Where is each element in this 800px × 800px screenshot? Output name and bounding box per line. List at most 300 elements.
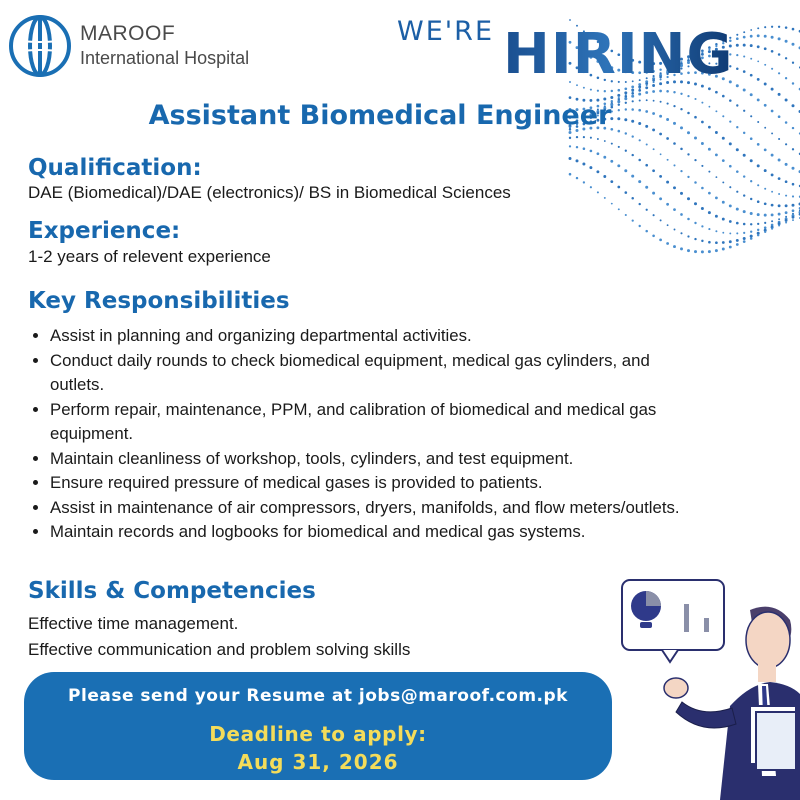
- wave-dot: [673, 245, 676, 248]
- wave-dot: [708, 148, 711, 151]
- wave-dot: [596, 170, 599, 173]
- wave-dot: [757, 143, 760, 146]
- wave-dot: [722, 232, 724, 234]
- wave-dot: [618, 208, 620, 210]
- wave-dot: [792, 104, 795, 107]
- wave-dot: [638, 159, 641, 162]
- wave-dot: [583, 181, 585, 183]
- wave-dot: [785, 121, 788, 124]
- wave-dot: [764, 104, 767, 107]
- wave-dot: [785, 216, 787, 218]
- wave-dot: [792, 148, 794, 150]
- wave-dot: [590, 186, 592, 188]
- wave-dot: [659, 197, 662, 200]
- wave-dot: [743, 132, 745, 134]
- wave-dot: [639, 139, 641, 141]
- wave-dot: [694, 202, 697, 205]
- wave-dot: [736, 208, 739, 211]
- wave-dot: [590, 137, 592, 139]
- wave-dot: [743, 44, 746, 47]
- wave-dot: [673, 186, 676, 189]
- wave-dot: [757, 78, 760, 81]
- wave-dot: [757, 223, 759, 225]
- wave-dot: [659, 133, 662, 136]
- wave-dot: [631, 197, 634, 200]
- wave-dot: [757, 45, 760, 48]
- wave-dot: [673, 208, 676, 211]
- wave-dot: [617, 164, 620, 167]
- wave-dot: [625, 214, 627, 216]
- wave-dot: [687, 95, 689, 97]
- wave-dot: [771, 88, 774, 91]
- wave-dot: [715, 197, 718, 200]
- wave-dot: [750, 231, 752, 233]
- wave-dot: [680, 247, 683, 250]
- wave-dot: [645, 230, 648, 233]
- wave-dot: [680, 148, 683, 151]
- wave-dot: [625, 191, 628, 194]
- wave-dot: [639, 225, 641, 227]
- wave-dot: [792, 183, 795, 186]
- wave-dot: [687, 131, 690, 134]
- wave-dot: [583, 87, 585, 89]
- wave-dot: [722, 201, 725, 204]
- wave-dot: [625, 132, 627, 134]
- wave-dot: [785, 143, 787, 145]
- wave-dot: [646, 143, 648, 145]
- wave-dot: [785, 40, 788, 43]
- wave-dot: [771, 154, 774, 157]
- wave-dot: [757, 164, 760, 167]
- wave-dot: [590, 150, 593, 153]
- wave-dot: [569, 131, 572, 134]
- wave-dot: [778, 26, 780, 28]
- wave-dot: [743, 70, 746, 73]
- wave-dot: [569, 157, 572, 160]
- wave-dot: [778, 177, 781, 180]
- wave-dot: [687, 176, 689, 178]
- qualification-heading: Qualification:: [28, 155, 202, 181]
- wave-dot: [771, 132, 773, 134]
- wave-dot: [750, 29, 752, 31]
- wave-dot: [603, 156, 606, 159]
- wave-dot: [645, 91, 648, 94]
- wave-dot: [708, 228, 710, 230]
- wave-dot: [771, 204, 774, 207]
- wave-dot: [687, 249, 690, 252]
- wave-dot: [673, 142, 676, 145]
- wave-dot: [750, 93, 753, 96]
- wave-dot: [583, 136, 585, 138]
- brand-block: [80, 22, 249, 69]
- list-item: • Assist in planning and organizing departmental activities.: [50, 324, 690, 349]
- wave-dot: [631, 95, 634, 98]
- wave-dot: [771, 26, 773, 28]
- wave-dot: [743, 194, 745, 196]
- wave-dot: [645, 164, 648, 167]
- list-item: • Assist in maintenance of air compressors, dryers, manifolds, and flow meters/outlets.: [50, 496, 690, 521]
- wave-dot: [617, 94, 620, 97]
- wave-dot: [792, 195, 794, 197]
- wave-dot: [715, 131, 718, 134]
- list-item: • Maintain cleanliness of workshop, tools, cylinders, and test equipment.: [50, 447, 690, 472]
- wave-dot: [722, 218, 725, 221]
- wave-dot: [631, 92, 634, 95]
- wave-dot: [694, 137, 697, 140]
- wave-dot: [743, 31, 745, 33]
- wave-dot: [611, 203, 613, 205]
- wave-dot: [757, 60, 759, 62]
- wave-dot: [694, 222, 696, 224]
- wave-dot: [771, 220, 773, 222]
- wave-dot: [764, 231, 766, 233]
- wave-dot: [715, 91, 718, 94]
- wave-dot: [736, 222, 739, 225]
- wave-dot: [750, 223, 752, 225]
- wave-dot: [764, 127, 766, 129]
- wave-dot: [680, 213, 683, 216]
- wave-dot: [750, 44, 753, 47]
- wave-dot: [666, 181, 669, 184]
- wave-dot: [764, 226, 767, 229]
- wave-dot: [715, 215, 718, 218]
- wave-dot: [576, 177, 578, 179]
- wave-dot: [736, 67, 739, 70]
- wave-dot: [597, 152, 600, 155]
- wave-dot: [597, 90, 599, 92]
- wave-dot: [750, 137, 753, 140]
- wave-dot: [673, 164, 675, 166]
- wave-dot: [778, 159, 781, 162]
- wave-dot: [715, 241, 718, 244]
- wave-dot: [792, 216, 795, 219]
- wave-dot: [736, 34, 738, 36]
- wave-dot: [638, 89, 641, 92]
- wave-dot: [604, 90, 606, 92]
- list-item: • Ensure required pressure of medical gases is provided to patients.: [50, 471, 690, 496]
- wave-dot: [743, 210, 746, 213]
- wave-dot: [757, 229, 759, 231]
- wave-dot: [785, 163, 788, 166]
- wave-dot: [743, 154, 746, 157]
- wave-dot: [576, 136, 578, 138]
- wave-dot: [694, 250, 697, 253]
- wave-dot: [792, 219, 794, 221]
- wave-dot: [792, 82, 794, 84]
- hiring-text: HIRING: [503, 22, 734, 87]
- wave-dot: [743, 55, 745, 57]
- wave-dot: [701, 187, 704, 190]
- wave-dot: [778, 72, 780, 74]
- wave-dot: [652, 234, 655, 237]
- wave-dot: [729, 240, 732, 243]
- wave-dot: [701, 240, 703, 242]
- wave-dot: [764, 35, 767, 38]
- wave-dot: [666, 90, 669, 93]
- wave-dot: [701, 142, 704, 145]
- wave-dot: [715, 176, 717, 178]
- wave-dot: [722, 248, 725, 251]
- wave-dot: [603, 175, 606, 178]
- wave-dot: [722, 95, 725, 98]
- wave-dot: [736, 239, 739, 242]
- wave-dot: [729, 220, 732, 223]
- wave-dot: [722, 181, 724, 183]
- wave-dot: [722, 137, 725, 140]
- wave-dot: [764, 47, 767, 50]
- wave-dot: [764, 169, 767, 172]
- wave-dot: [750, 58, 752, 60]
- job-title: Assistant Biomedical Engineer: [148, 100, 612, 131]
- wave-dot: [764, 222, 766, 224]
- wave-dot: [729, 186, 731, 188]
- wave-dot: [611, 143, 613, 145]
- wave-dot: [757, 234, 759, 236]
- wave-dot: [785, 99, 788, 102]
- wave-dot: [631, 175, 634, 178]
- wave-dot: [785, 26, 788, 29]
- wave-dot: [792, 167, 795, 170]
- wave-dot: [687, 153, 689, 155]
- were-text: WE'RE: [397, 16, 494, 47]
- wave-dot: [736, 54, 738, 56]
- wave-dot: [701, 225, 703, 227]
- wave-dot: [792, 62, 794, 64]
- wave-dot: [771, 173, 774, 176]
- wave-dot: [708, 250, 711, 253]
- wave-dot: [778, 53, 781, 56]
- wave-dot: [597, 191, 599, 193]
- wave-dot: [764, 26, 766, 28]
- wave-dot: [604, 197, 606, 199]
- skills-heading: Skills & Competencies: [28, 578, 316, 604]
- wave-dot: [736, 191, 738, 193]
- wave-dot: [743, 175, 745, 177]
- wave-dot: [590, 89, 592, 91]
- wave-dot: [652, 192, 655, 195]
- wave-dot: [771, 213, 774, 216]
- wave-dot: [610, 96, 613, 99]
- wave-dot: [750, 235, 753, 238]
- wave-dot: [743, 89, 746, 92]
- wave-dot: [736, 84, 739, 87]
- wave-dot: [778, 224, 780, 226]
- wave-dot: [750, 159, 753, 162]
- wave-dot: [785, 180, 788, 183]
- wave-dot: [708, 171, 710, 173]
- wave-dot: [771, 50, 774, 53]
- wave-dot: [708, 211, 711, 214]
- wave-dot: [674, 229, 676, 231]
- wave-dot: [778, 213, 781, 216]
- brand-name: MAROOF: [80, 22, 176, 45]
- brand-subtitle: International Hospital: [80, 48, 250, 68]
- wave-dot: [785, 77, 787, 79]
- wave-dot: [792, 43, 795, 46]
- wave-dot: [757, 34, 760, 37]
- list-item: • Conduct daily rounds to check biomedical equipment, medical gas cylinders, and outlets.: [50, 349, 690, 398]
- wave-dot: [660, 153, 662, 155]
- wave-dot: [729, 232, 731, 234]
- wave-dot: [659, 239, 662, 242]
- wave-dot: [778, 37, 781, 40]
- wave-dot: [624, 87, 627, 90]
- wave-dot: [785, 211, 788, 214]
- wave-dot: [778, 115, 781, 118]
- wave-dot: [729, 142, 732, 145]
- businessman-illustration: [600, 576, 800, 800]
- wave-dot: [646, 209, 648, 211]
- wave-dot: [764, 149, 767, 152]
- wave-dot: [659, 90, 662, 93]
- globe-logo-icon: [8, 14, 72, 78]
- wave-dot: [792, 209, 795, 212]
- wave-dot: [673, 91, 675, 93]
- wave-dot: [708, 241, 711, 244]
- skill-item: Effective communication and problem solving skills: [28, 640, 411, 659]
- responsibilities-heading: Key Responsibilities: [28, 288, 290, 314]
- wave-dot: [610, 180, 613, 183]
- wave-dot: [666, 137, 669, 140]
- wave-dot: [743, 36, 746, 39]
- wave-dot: [715, 249, 718, 252]
- wave-dot: [750, 237, 753, 240]
- wave-dot: [764, 214, 767, 217]
- wave-dot: [736, 148, 739, 151]
- list-item: • Perform repair, maintenance, PPM, and calibration of biomedical and medical gas equipment.: [50, 398, 690, 447]
- qualification-text: DAE (Biomedical)/DAE (electronics)/ BS in Biomedical Sciences: [28, 183, 511, 202]
- wave-dot: [708, 87, 711, 90]
- wave-dot: [757, 27, 759, 29]
- wave-dot: [743, 232, 745, 234]
- wave-dot: [778, 218, 780, 220]
- wave-dot: [764, 83, 767, 86]
- wave-dot: [589, 166, 592, 169]
- wave-dot: [701, 250, 704, 253]
- wave-dot: [771, 110, 774, 113]
- wave-dot: [722, 241, 725, 244]
- wave-dot: [652, 90, 655, 93]
- wave-dot: [569, 19, 571, 21]
- wave-dot: [771, 228, 773, 230]
- wave-dot: [785, 57, 787, 59]
- wave-dot: [750, 212, 753, 215]
- wave-dot: [632, 135, 634, 137]
- wave-dot: [792, 28, 795, 31]
- wave-dot: [660, 219, 662, 221]
- wave-dot: [764, 202, 767, 205]
- wave-dot: [750, 35, 753, 38]
- wave-dot: [666, 203, 669, 206]
- wave-dot: [771, 68, 773, 70]
- experience-text: 1-2 years of relevent experience: [28, 247, 271, 266]
- wave-dot: [778, 204, 781, 207]
- wave-dot: [632, 219, 634, 221]
- skill-item: Effective time management.: [28, 614, 239, 633]
- wave-dot: [576, 146, 578, 148]
- wave-dot: [778, 93, 781, 96]
- wave-dot: [764, 64, 766, 66]
- wave-dot: [667, 159, 669, 161]
- wave-dot: [625, 150, 627, 152]
- wave-dot: [597, 138, 599, 140]
- wave-dot: [624, 91, 627, 94]
- wave-dot: [736, 243, 739, 246]
- wave-dot: [680, 192, 683, 195]
- wave-dot: [666, 242, 669, 245]
- wave-dot: [576, 159, 579, 162]
- wave-dot: [624, 169, 627, 172]
- wave-dot: [653, 148, 655, 150]
- wave-dot: [694, 181, 697, 184]
- wave-dot: [736, 170, 739, 173]
- wave-dot: [569, 137, 571, 139]
- wave-dot: [638, 180, 641, 183]
- wave-dot: [750, 74, 753, 77]
- wave-dot: [785, 219, 788, 222]
- wave-dot: [743, 240, 746, 243]
- deadline-label: Deadline to apply:: [209, 722, 427, 746]
- wave-dot: [757, 184, 759, 186]
- wave-dot: [792, 127, 794, 129]
- wave-dot: [715, 153, 718, 156]
- wave-dot: [750, 198, 752, 200]
- wave-dot: [653, 214, 655, 216]
- wave-dot: [569, 96, 572, 99]
- wave-dot: [638, 93, 641, 96]
- deadline-date: Aug 31, 2026: [237, 750, 399, 774]
- wave-dot: [632, 154, 634, 156]
- wave-dot: [611, 90, 613, 92]
- wave-dot: [583, 147, 586, 150]
- wave-dot: [750, 180, 752, 182]
- wave-dot: [785, 204, 788, 207]
- wave-dot: [667, 224, 669, 226]
- wave-dot: [645, 186, 648, 189]
- wave-dot: [757, 213, 760, 216]
- wave-dot: [736, 44, 739, 47]
- wave-dot: [701, 207, 704, 210]
- wave-dot: [785, 222, 787, 224]
- wave-dot: [680, 170, 682, 172]
- wave-dot: [743, 223, 746, 226]
- wave-dot: [610, 160, 613, 163]
- wave-dot: [736, 37, 739, 40]
- wave-dot: [785, 195, 787, 197]
- wave-dot: [757, 200, 760, 203]
- wave-dot: [764, 188, 766, 190]
- wave-dot: [792, 204, 795, 207]
- wave-dot: [569, 173, 572, 176]
- wave-dot: [729, 246, 732, 249]
- wave-dot: [778, 138, 780, 140]
- wave-dot: [694, 159, 696, 161]
- wave-dot: [701, 165, 703, 167]
- responsibilities-list: [28, 324, 690, 545]
- apply-banner: [24, 672, 612, 780]
- wave-dot: [771, 191, 773, 193]
- wave-dot: [680, 93, 682, 95]
- list-item: • Maintain records and logbooks for biomedical and medical gas systems.: [50, 520, 690, 545]
- wave-dot: [618, 146, 620, 148]
- send-resume-text[interactable]: Please send your Resume at jobs@maroof.com.pk: [68, 686, 568, 706]
- wave-dot: [687, 197, 690, 200]
- wave-dot: [736, 232, 738, 234]
- wave-dot: [729, 204, 732, 207]
- wave-dot: [715, 230, 717, 232]
- wave-dot: [617, 186, 620, 189]
- wave-dot: [687, 235, 689, 237]
